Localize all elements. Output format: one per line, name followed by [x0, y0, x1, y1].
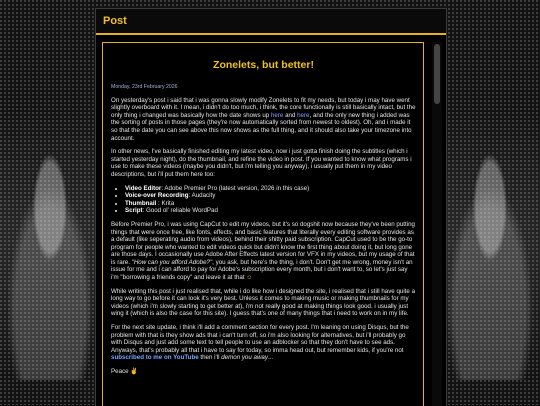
programs-list	[111, 185, 416, 215]
here-link-2[interactable]: here	[297, 111, 310, 119]
here-link-1[interactable]: here	[270, 111, 284, 119]
list-item: • Thumbnail : Krita	[125, 200, 416, 208]
window-title: Post	[103, 15, 127, 27]
post-content[interactable]	[102, 42, 424, 406]
smile-emoji-icon: ☺	[246, 274, 253, 282]
paragraph-5: For the next site update, i think i'll add a comment section for every post. I'm leaning on using Disqus, but the problem with that is they show ads that i can't turn off, so i'm also looking for alternatives, but i'll probably go with Disqus and just add some text to tell people to use an adblocker so that they don't have to see ads. Anyways, that's probably all that i have to say for today, so imma head out, but remember kids, if you're not subscribed to me on YouTube then i'll demon you away...	[111, 324, 409, 362]
list-item: • Voice-over Recording: Audacity	[125, 192, 416, 200]
list-item: • Script: Good ol' reliable WordPad	[125, 207, 416, 215]
background-figure-right	[435, 150, 540, 380]
paragraph-4: While writing this post i just realised that, while i do like how i designed the site, i realised that i still have quite a long way to go before it can look it's very best. Unless it comes to making music or making thumbnails for my videos (which i'm slowly starting to get better at), i'm not really good at making things look good. i usually just wing it (which is also the case for this site). I guess that's one of many things that i need to work on in my life.	[111, 287, 416, 318]
peace-hand-icon: ✌	[130, 368, 138, 375]
post-frame	[96, 35, 446, 406]
background-figure-left	[0, 150, 105, 380]
scrollbar[interactable]	[432, 42, 442, 406]
post-date: Monday, 23rd February 2026	[111, 84, 178, 90]
post-title: Zonelets, but better!	[213, 59, 314, 71]
paragraph-1: On yesterday's post i said that i was gonna slowly modify Zonelets to fit my needs, but today i may have went slightly overboard with it. I mean, i didn't do too much, i think, the core functionally is still basically intact, but the only thing i changed was basically how the date shows up here and here, and the only new thing i added was the sorting of posts in those pages (they're now automatically sorted from newest to oldest). Oh, and i made it so that the date you can see above this now shows as the full thing, and it should also take your timezone into account.	[111, 96, 416, 142]
paragraph-2: In other news, I've basically finished editing my latest video, now i just gotta finish doing the subtitles (which i started yesterday night), do the thumbnail, and refine the video in post. If you wanted to know what programs i use to make these videos (maybe you didn't, but i'm telling you anyway), i usually put them in my video descriptions, but i'll put them here too:	[111, 148, 412, 178]
window-titlebar	[96, 9, 446, 35]
sign-off: Peace ✌	[111, 368, 138, 375]
scrollbar-thumb[interactable]	[434, 44, 440, 104]
paragraph-3: Before Premier Pro, i was using CapCut to edit my videos, but it's so dogshit now because they've been putting things that were once free, like fonts, effects, and basic features that literally every editing software provides as a default (like seperating audio from videos), behind their shitty paid subscription. CapCut used to be the go-to program for people who wanted to edit videos quick but didn't know the first thing about doing it, but long gone are those days. I occasionally use Adobe After Effects latest version for VFX in my videos, but my usage of that is rare. "How can you afford Adobe?", you ask, but here's the thing, i don't. Don't get me wrong, money isn't an issue for me and i can afford to pay for Adobe's subscription every month, but i don't want to, so let's just say i'm "borrowing a friends copy" and leave it at that ☺	[111, 220, 415, 282]
list-item: • Video Editor: Adobe Premier Pro (latest version, 2026 in this case)	[125, 185, 416, 193]
youtube-subscribe-link[interactable]: subscribed to me on YouTube	[111, 354, 199, 362]
post-window	[95, 8, 447, 406]
